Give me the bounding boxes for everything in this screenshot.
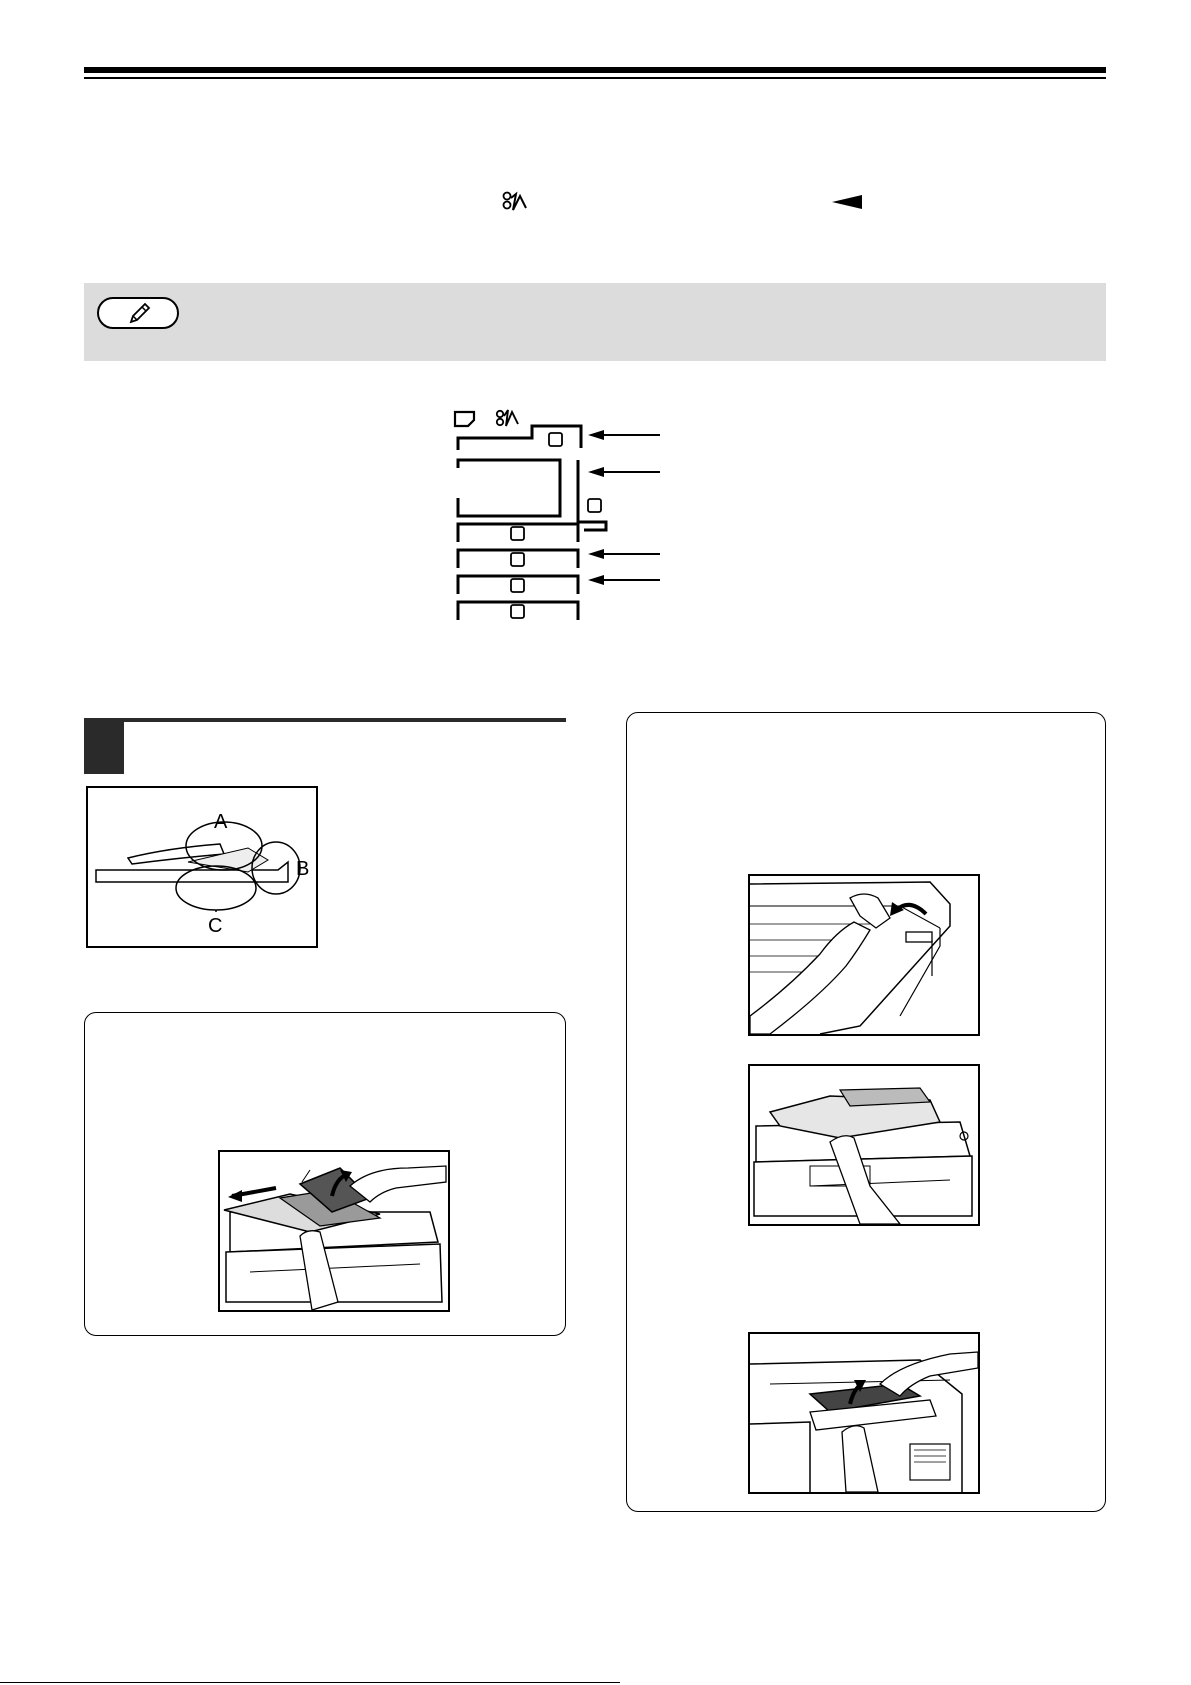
- indicator-arrow-3: [588, 549, 660, 559]
- feeder-cover-illustration: [748, 874, 980, 1036]
- header-rule-thin: [84, 77, 1106, 79]
- label-c: C: [208, 915, 223, 937]
- label-a: A: [214, 811, 228, 833]
- misfeed-location-diagram: [86, 786, 318, 948]
- label-b: B: [296, 858, 310, 880]
- section-rule: [124, 718, 566, 722]
- note-bar: [84, 283, 1106, 361]
- original-icon: [455, 412, 474, 426]
- feeder-tray-lift-illustration: [748, 1064, 980, 1226]
- indicator-arrow-4: [588, 575, 660, 585]
- feeder-open-illustration: [218, 1150, 450, 1312]
- misfeed-icon-2: [497, 410, 518, 426]
- tray-indicator-diagram: [450, 400, 690, 630]
- left-triangle-icon: [832, 195, 862, 209]
- roller-cover-illustration: [748, 1332, 980, 1494]
- footer-rule: [0, 1682, 620, 1683]
- pencil-note-icon: [97, 297, 179, 329]
- misfeed-icon: [502, 190, 532, 214]
- section-badge: [84, 718, 124, 774]
- header-rule-thick: [84, 67, 1106, 73]
- indicator-arrow-2: [588, 467, 660, 477]
- indicator-arrow-1: [588, 430, 660, 440]
